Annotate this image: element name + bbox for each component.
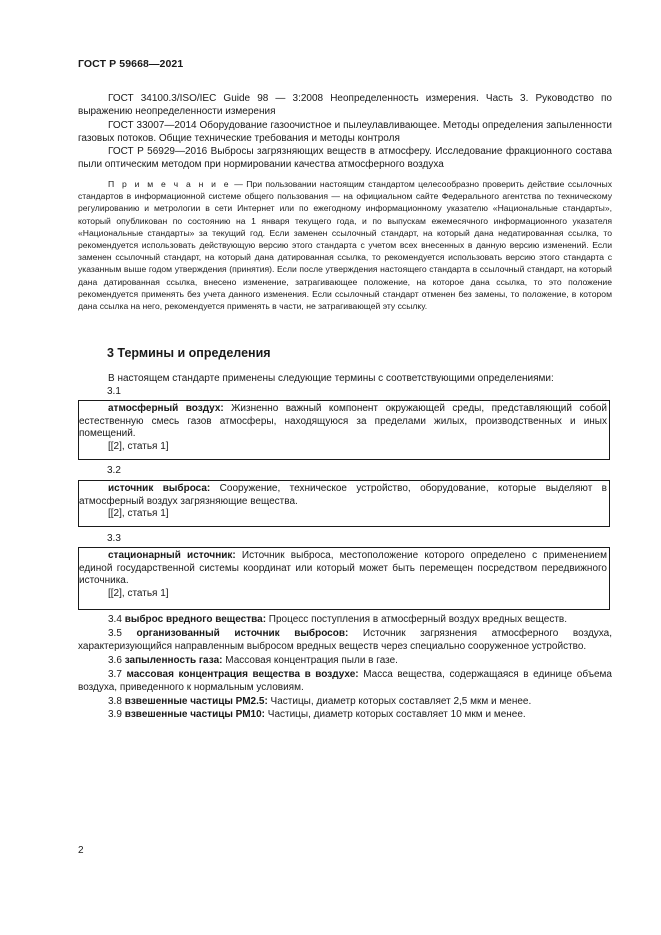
term-source: [[2], статья 1] bbox=[108, 587, 169, 599]
term-text: Источник выброса, местоположение которого определено с применением единой государственной системы координат или который может быть перемещен посредством передвижного источника. bbox=[79, 550, 607, 587]
term-source: [[2], статья 1] bbox=[108, 508, 169, 520]
reference-item: ГОСТ 33007—2014 Оборудование газоочистное и пылеулавливающее. Методы определения запыленности газовых потоков. Общие технические требования и методы контроля bbox=[78, 120, 612, 145]
term-number: 3.3 bbox=[107, 533, 121, 544]
term-definition: 3.8 взвешенные частицы РМ2.5: Частицы, диаметр которых составляет 2,5 мкм и менее. bbox=[108, 696, 532, 707]
term-name: выброс вредного вещества: bbox=[124, 614, 267, 625]
note-text: — При пользовании настоящим стандартом целесообразно проверить действие ссылочных стандартов в информационной системе общего пользования — на официальном сайте Федерального агентства по техническому регулированию и метрологии в сети Интернет или по ежегодному информационному указателю «Национальные стандарты», который опубликован по состоянию на 1 января текущего года, и по выпускам ежемесячного информационного указателя «Национальные стандарты» за текущий год. Если заменен ссылочный стандарт, на который дана недатированная ссылка, то рекомендуется использовать действующую версию этого стандарта с учетом всех внесенных в данную версию изменений. Если заменен ссылочный стандарт, на который дана датированная ссылка, то рекомендуется использовать версию этого стандарта с указанным выше годом утверждения (принятия). Если после утверждения настоящего стандарта в ссылочный стандарт, на который дана датированная ссылка, внесено изменение, затрагивающее положение, на которое дана ссылка, то это положение рекомендуется применять без учета данного изменения. Если ссылочный стандарт отменен без замены, то положение, в котором дана ссылка на него, рекомендуется применять в части, не затрагивающей эту ссылку. bbox=[78, 179, 612, 312]
term-number: 3.2 bbox=[107, 465, 121, 476]
term-name: взвешенные частицы РМ2.5: bbox=[124, 696, 268, 707]
term-definition: 3.7 массовая концентрация вещества в воздухе: Масса вещества, содержащаяся в единице объема воздуха, приведенного к нормальным условиям. bbox=[78, 669, 612, 693]
term-definition: 3.6 запыленность газа: Массовая концентрация пыли в газе. bbox=[108, 655, 398, 666]
term-definition: 3.4 выброс вредного вещества: Процесс поступления в атмосферный воздух вредных веществ. bbox=[108, 614, 568, 625]
term-name: организованный источник выбросов: bbox=[136, 628, 349, 639]
section-intro: В настоящем стандарте применены следующие термины с соответствующими определениями: bbox=[108, 373, 554, 384]
section-title: 3 Термины и определения bbox=[107, 346, 271, 360]
term-definition: 3.9 взвешенные частицы РМ10: Частицы, диаметр которых составляет 10 мкм и менее. bbox=[108, 709, 526, 720]
term-definition bbox=[79, 403, 609, 441]
term-definition bbox=[79, 483, 609, 508]
note-paragraph bbox=[78, 178, 612, 312]
term-box bbox=[78, 547, 610, 610]
page-number: 2 bbox=[78, 845, 84, 856]
term-name: источник выброса: bbox=[108, 483, 211, 494]
term-text: Сооружение, техническое устройство, оборудование, которые выделяют в атмосферный воздух загрязняющие вещества. bbox=[79, 483, 607, 507]
term-name: атмосферный воздух: bbox=[108, 403, 224, 414]
term-source: [[2], статья 1] bbox=[108, 440, 169, 452]
reference-item: ГОСТ Р 56929—2016 Выбросы загрязняющих веществ в атмосферу. Исследование фракционного состава пыли оптическим методом при нормировании качества атмосферного воздуха bbox=[78, 146, 612, 171]
document-header: ГОСТ Р 59668—2021 bbox=[78, 58, 184, 70]
term-name: массовая концентрация вещества в воздухе: bbox=[126, 669, 359, 680]
term-box bbox=[78, 400, 610, 460]
note-label: П р и м е ч а н и е bbox=[108, 179, 231, 189]
reference-item: ГОСТ 34100.3/ISO/IEC Guide 98 — 3:2008 Неопределенность измерения. Часть 3. Руководство по выражению неопределенности измерения bbox=[78, 93, 612, 118]
term-definition: 3.5 организованный источник выбросов: Источник загрязнения атмосферного воздуха, характеризующийся направленным выбросом вредных веществ через специально сооруженное устройство. bbox=[78, 628, 613, 652]
term-name: запыленность газа: bbox=[124, 655, 223, 666]
term-box bbox=[78, 480, 610, 527]
term-text: Жизненно важный компонент окружающей среды, представляющий собой естественную смесь газов атмосферы, находящуюся за пределами жилых, производственных и иных помещений. bbox=[79, 403, 607, 440]
term-name: стационарный источник: bbox=[108, 550, 236, 561]
term-definition bbox=[79, 550, 609, 588]
term-number: 3.1 bbox=[107, 386, 121, 397]
term-name: взвешенные частицы РМ10: bbox=[124, 709, 265, 720]
